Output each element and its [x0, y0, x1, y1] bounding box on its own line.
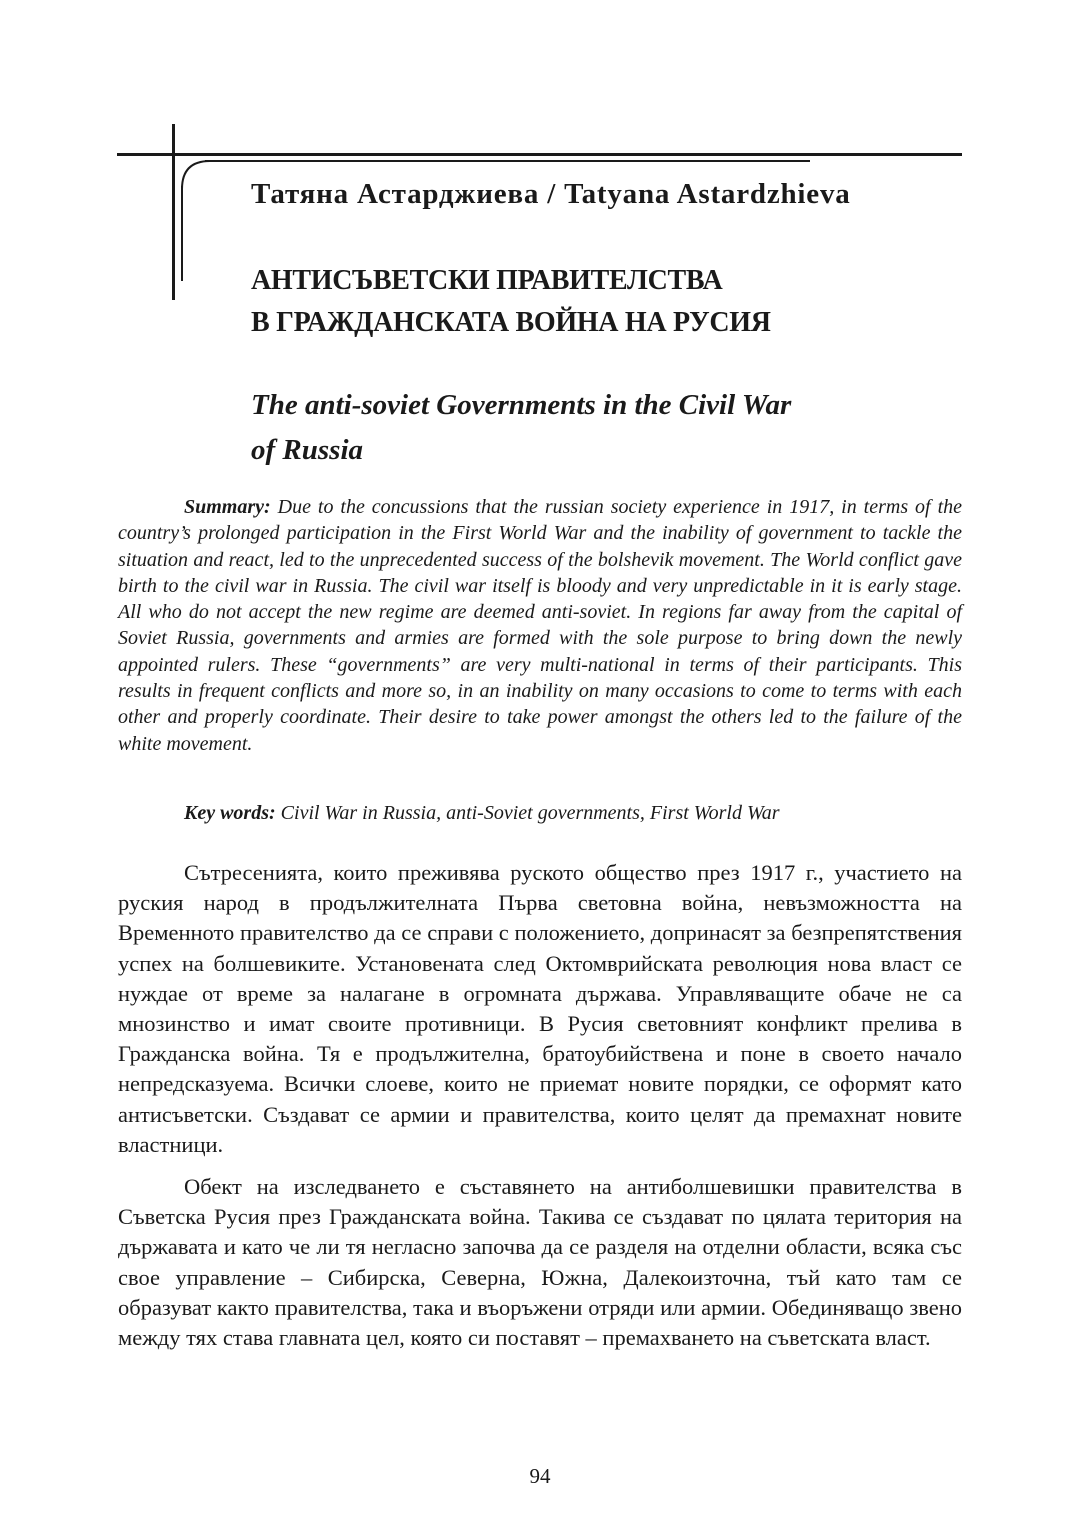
title-en-line: of Russia: [251, 434, 364, 466]
keywords-line: [118, 800, 962, 826]
keywords-label: Key words:: [184, 802, 276, 824]
article-title-bg: [251, 260, 971, 344]
keywords-text: Civil War in Russia, anti-Soviet governments, First World War: [280, 802, 780, 824]
author-name: Татяна Астарджиева / Tatyana Astardzhieva: [251, 178, 851, 210]
title-en-line: The anti-soviet Governments in the Civil War: [251, 389, 792, 421]
title-bg-line: АНТИСЪВЕТСКИ ПРАВИТЕЛСТВА: [251, 265, 723, 296]
header-rule-vertical-inner: [181, 186, 183, 281]
summary-text: Due to the concussions that the russian society experience in 1917, in terms of the country’s prolonged participation in the First World War and the inability of government to tackle the situation and react, led to the unprecedented success of the bolshevik movement. The World conflict gave birth to the civil war in Russia. The civil war itself is bloody and very unpredictable in it is early stage. All who do not accept the new regime are deemed anti-soviet. In regions far away from the capital of Soviet Russia, governments and armies are formed with the sole purpose to bring down the newly appointed rulers. These “governments” are very multi-national in terms of their participants. This results in frequent conflicts and more so, in an inability on many occasions to come to terms with each other and properly coordinate. Their desire to take power amongst the others led to the failure of the white movement.: [118, 496, 962, 755]
article-title-en: [251, 383, 971, 473]
header-rule-horizontal-inner: [205, 160, 810, 162]
body-paragraph: Сътресенията, които преживява руското общество през 1917 г., участието на руския народ в продължителната Първа световна война, невъзможността на Временното правителство да се справи с положението, допринасят за безпрепятствения успех на болшевиките. Установената след Октомврийската революция нова власт се нуждае от време за налагане в огромната държава. Управляващите обаче не са мнозинство и имат своите противници. В Русия световният конфликт прелива в Гражданска война. Тя е продължителна, братоубийствена и поне в своето начало непредсказуема. Всички слоеве, които не приемат новите порядки, се оформят като антисъветски. Създават се армии и правителства, които целят да премахнат новите властници.: [118, 860, 962, 1157]
page-number: 94: [529, 1464, 551, 1488]
summary-paragraph: [118, 494, 962, 757]
summary-label: Summary:: [184, 496, 271, 518]
header-rule-horizontal: [117, 153, 962, 156]
header-rule-vertical: [172, 124, 175, 300]
body-paragraph: Обект на изследването е съставянето на антиболшевишки правителства в Съветска Русия през Гражданската война. Такива се създават по цялата територия на държавата и като че ли тя негласно започва да се разделя на отделни области, всяка със свое управление – Сибирска, Северна, Южна, Далекоизточна, тъй като там се образуват както правителства, така и въоръжени отряди или армии. Обединяващо звено между тях става главната цел, която си поставят – премахването на съветската власт.: [118, 1174, 962, 1351]
title-bg-line: В ГРАЖДАНСКАТА ВОЙНА НА РУСИЯ: [251, 307, 771, 338]
corner-curve: [180, 159, 210, 189]
